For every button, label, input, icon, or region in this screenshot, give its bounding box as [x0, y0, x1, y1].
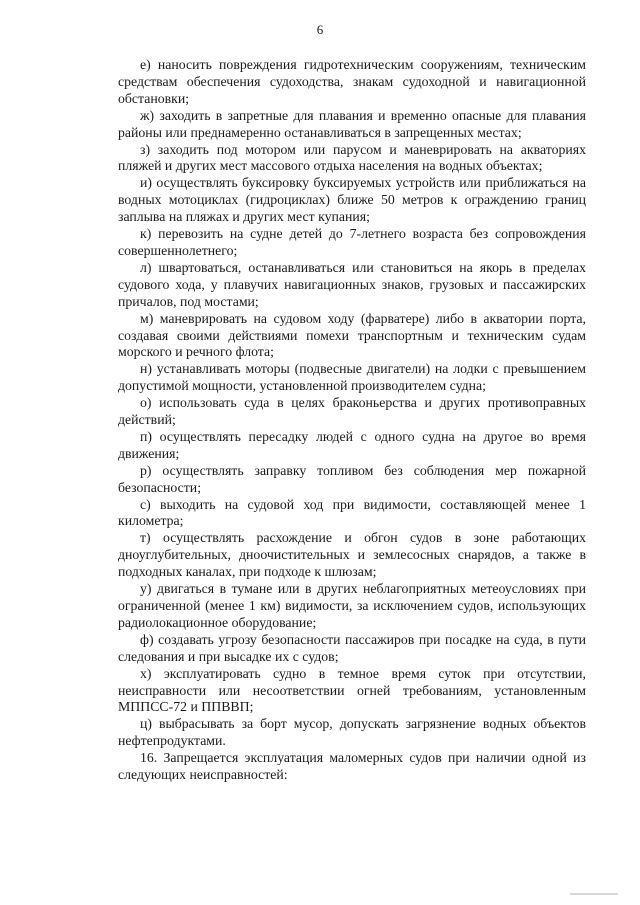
paragraph-s: с) выходить на судовой ход при видимости, составляющей менее 1 километра;	[118, 496, 586, 529]
paragraph-ts: ц) выбрасывать за борт мусор, допускать загрязнение водных объектов нефтепродуктами.	[118, 716, 586, 749]
document-body	[118, 57, 586, 784]
paragraph-n: н) устанавливать моторы (подвесные двигатели) на лодки с превышением допустимой мощности, установленной производителем судна;	[118, 361, 586, 394]
page-number: 6	[316, 22, 324, 37]
scan-footer-mark	[570, 893, 618, 895]
paragraph-o: о) использовать суда в целях браконьерства и других противоправных действий;	[118, 395, 586, 428]
paragraph-f: ф) создавать угрозу безопасности пассажиров при посадке на суда, в пути следования и при высадке их с судов;	[118, 631, 586, 664]
paragraph-k: к) перевозить на судне детей до 7-летнего возраста без сопровождения совершеннолетнего;	[118, 226, 586, 258]
paragraph-p: п) осуществлять пересадку людей с одного судна на другое во время движения;	[118, 428, 586, 461]
paragraph-t: т) осуществлять расхождение и обгон судов в зоне работающих дноуглубительных, дноочистительных и землесосных снарядов, а также в подходных каналах, при подходе к шлюзам;	[118, 530, 586, 580]
paragraph-l: л) швартоваться, останавливаться или становиться на якорь в пределах судового хода, у плавучих навигационных знаков, грузовых и пассажирских причалов, под мостами;	[118, 259, 586, 309]
paragraph-e: е) наносить повреждения гидротехническим сооружениям, техническим средствам обеспечения судоходства, знакам судоходной и навигационной обстановки;	[118, 57, 586, 106]
paragraph-r: р) осуществлять заправку топливом без соблюдения мер пожарной безопасности;	[118, 462, 586, 495]
paragraph-16: 16. Запрещается эксплуатация маломерных судов при наличии одной из следующих неисправностей:	[118, 750, 586, 783]
paragraph-kh: х) эксплуатировать судно в темное время суток при отсутствии, неисправности или несоответствии огней требованиям, установленным МППСС-72 и ППВВП;	[118, 665, 586, 715]
paragraph-u: у) двигаться в тумане или в других неблагоприятных метеоусловиях при ограниченной (менее 1 км) видимости, за исключением судов, использующих радиолокационное оборудование;	[118, 581, 586, 630]
paragraph-zh: ж) заходить в запретные для плавания и временно опасные для плавания районы или преднамеренно останавливаться в запрещенных местах;	[118, 107, 586, 140]
paragraph-z: з) заходить под мотором или парусом и маневрировать на акваториях пляжей и других мест массового отдыха населения на водных объектах;	[118, 141, 586, 174]
paragraph-i: и) осуществлять буксировку буксируемых устройств или приближаться на водных мотоциклах (гидроциклах) ближе 50 метров к ограждению границ заплыва на пляжах и других мест купания;	[118, 175, 586, 225]
paragraph-m: м) маневрировать на судовом ходу (фарватере) либо в акватории порта, создавая своими действиями помехи транспортным и техническим судам морского и речного флота;	[118, 310, 586, 360]
